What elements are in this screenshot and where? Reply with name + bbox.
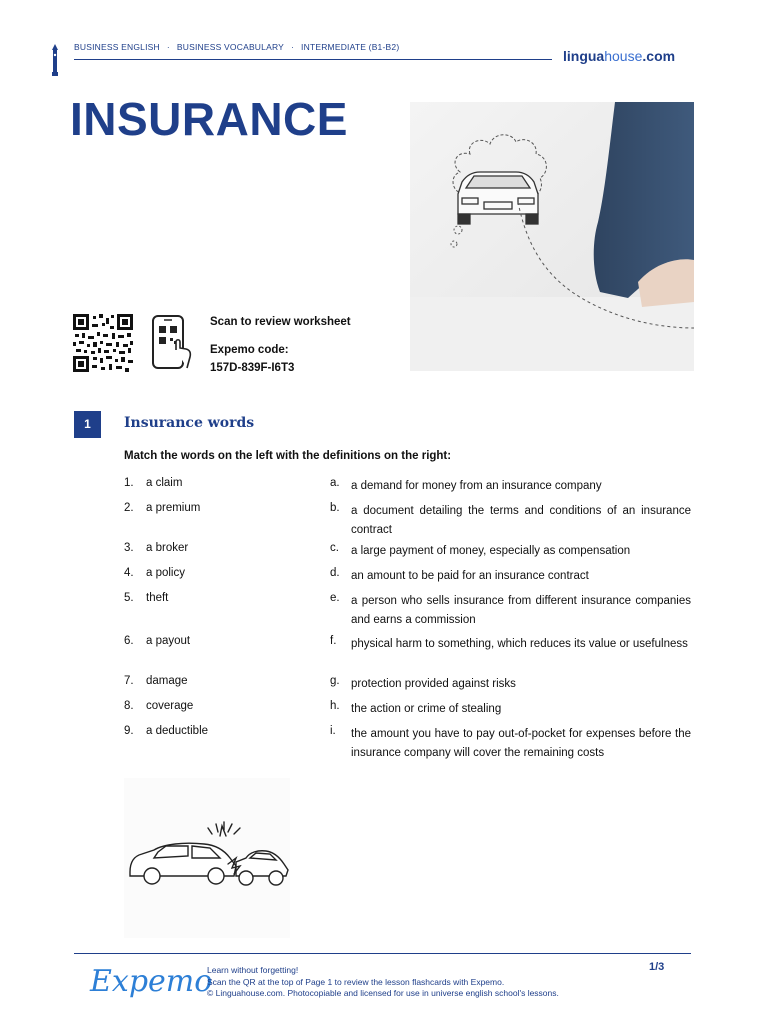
list-item xyxy=(124,542,691,561)
car-crash-illustration xyxy=(124,778,290,938)
list-item xyxy=(124,477,691,496)
item-number: 2. xyxy=(124,502,134,514)
item-number: 4. xyxy=(124,567,134,579)
scan-prompt: Scan to review worksheet xyxy=(210,316,351,328)
list-item xyxy=(124,635,691,654)
definition-text: an amount to be paid for an insurance contract xyxy=(351,570,589,582)
item-term: a premium xyxy=(146,502,201,514)
definition-text: a person who sells insurance from different insurance companies and earns a commission xyxy=(351,595,691,626)
definition-text: a document detailing the terms and conditions of an insurance contract xyxy=(351,505,691,536)
list-item xyxy=(124,567,691,586)
definition-letter: e. xyxy=(330,592,340,604)
breadcrumb-separator: · xyxy=(166,42,170,52)
footer-scan-note: Scan the QR at the top of Page 1 to review the lesson flashcards with Expemo. xyxy=(207,976,505,987)
page-number: 1/3 xyxy=(649,961,665,973)
list-item xyxy=(124,592,691,630)
breadcrumb-business-english[interactable]: BUSINESS ENGLISH xyxy=(74,42,160,52)
footer-tagline: Learn without forgetting! xyxy=(207,965,299,975)
qr-code-icon[interactable] xyxy=(73,314,133,372)
list-item xyxy=(124,502,691,540)
item-term: a broker xyxy=(146,542,189,554)
definition-letter: f. xyxy=(330,635,337,647)
item-term: coverage xyxy=(146,700,194,712)
definition-text: a demand for money from an insurance company xyxy=(351,480,602,492)
section-title: Insurance words xyxy=(124,415,255,431)
brand-lingua: lingua xyxy=(563,48,605,64)
definition-text: protection provided against risks xyxy=(351,678,516,690)
definition-letter: i. xyxy=(330,725,336,737)
phone-scan-icon xyxy=(150,314,194,372)
brand-suffix: .com xyxy=(642,48,676,64)
brand-logo[interactable] xyxy=(563,48,675,64)
breadcrumb xyxy=(74,42,399,52)
list-item xyxy=(124,675,691,694)
exercise-instruction: Match the words on the left with the definitions on the right: xyxy=(124,450,452,462)
definition-text: physical harm to something, which reduces its value or usefulness xyxy=(351,638,688,650)
item-term: a deductible xyxy=(146,725,209,737)
item-number: 5. xyxy=(124,592,134,604)
definition-text: the amount you have to pay out-of-pocket for expenses before the insurance company will cover the remaining costs xyxy=(351,728,691,759)
page-title: INSURANCE xyxy=(70,93,348,145)
hero-image-car-thought xyxy=(410,102,694,371)
breadcrumb-business-vocabulary[interactable]: BUSINESS VOCABULARY xyxy=(176,42,285,52)
item-number: 3. xyxy=(124,542,134,554)
breadcrumb-separator: · xyxy=(291,42,295,52)
definition-letter: d. xyxy=(330,567,340,579)
footer-text xyxy=(207,965,559,1000)
expemo-code: 157D-839F-I6T3 xyxy=(210,362,295,374)
definition-letter: h. xyxy=(330,700,340,712)
item-number: 6. xyxy=(124,635,134,647)
expemo-logo[interactable]: Expemo xyxy=(90,964,213,999)
header-divider xyxy=(74,59,552,60)
item-term: a policy xyxy=(146,567,185,579)
definition-letter: c. xyxy=(330,542,339,554)
section-number-badge: 1 xyxy=(74,411,101,438)
definition-text: a large payment of money, especially as compensation xyxy=(351,545,631,557)
definition-text: the action or crime of stealing xyxy=(351,703,502,715)
item-term: a claim xyxy=(146,477,183,489)
item-term: theft xyxy=(146,592,169,604)
scan-info xyxy=(210,313,351,387)
list-item xyxy=(124,725,691,763)
item-number: 8. xyxy=(124,700,134,712)
item-number: 1. xyxy=(124,477,134,489)
item-number: 9. xyxy=(124,725,134,737)
linguahouse-tower-icon xyxy=(50,44,60,76)
brand-house: house xyxy=(604,48,643,64)
breadcrumb-level[interactable]: INTERMEDIATE (B1-B2) xyxy=(301,42,400,52)
definition-letter: a. xyxy=(330,477,340,489)
definition-letter: g. xyxy=(330,675,340,687)
footer-divider xyxy=(74,953,691,954)
footer-copyright: © Linguahouse.com. Photocopiable and licensed for use in universe english school's lessons. xyxy=(207,988,559,998)
item-term: a payout xyxy=(146,635,191,647)
expemo-code-label: Expemo code: xyxy=(210,344,289,356)
item-number: 7. xyxy=(124,675,134,687)
list-item xyxy=(124,700,691,719)
definition-letter: b. xyxy=(330,502,340,514)
item-term: damage xyxy=(146,675,188,687)
